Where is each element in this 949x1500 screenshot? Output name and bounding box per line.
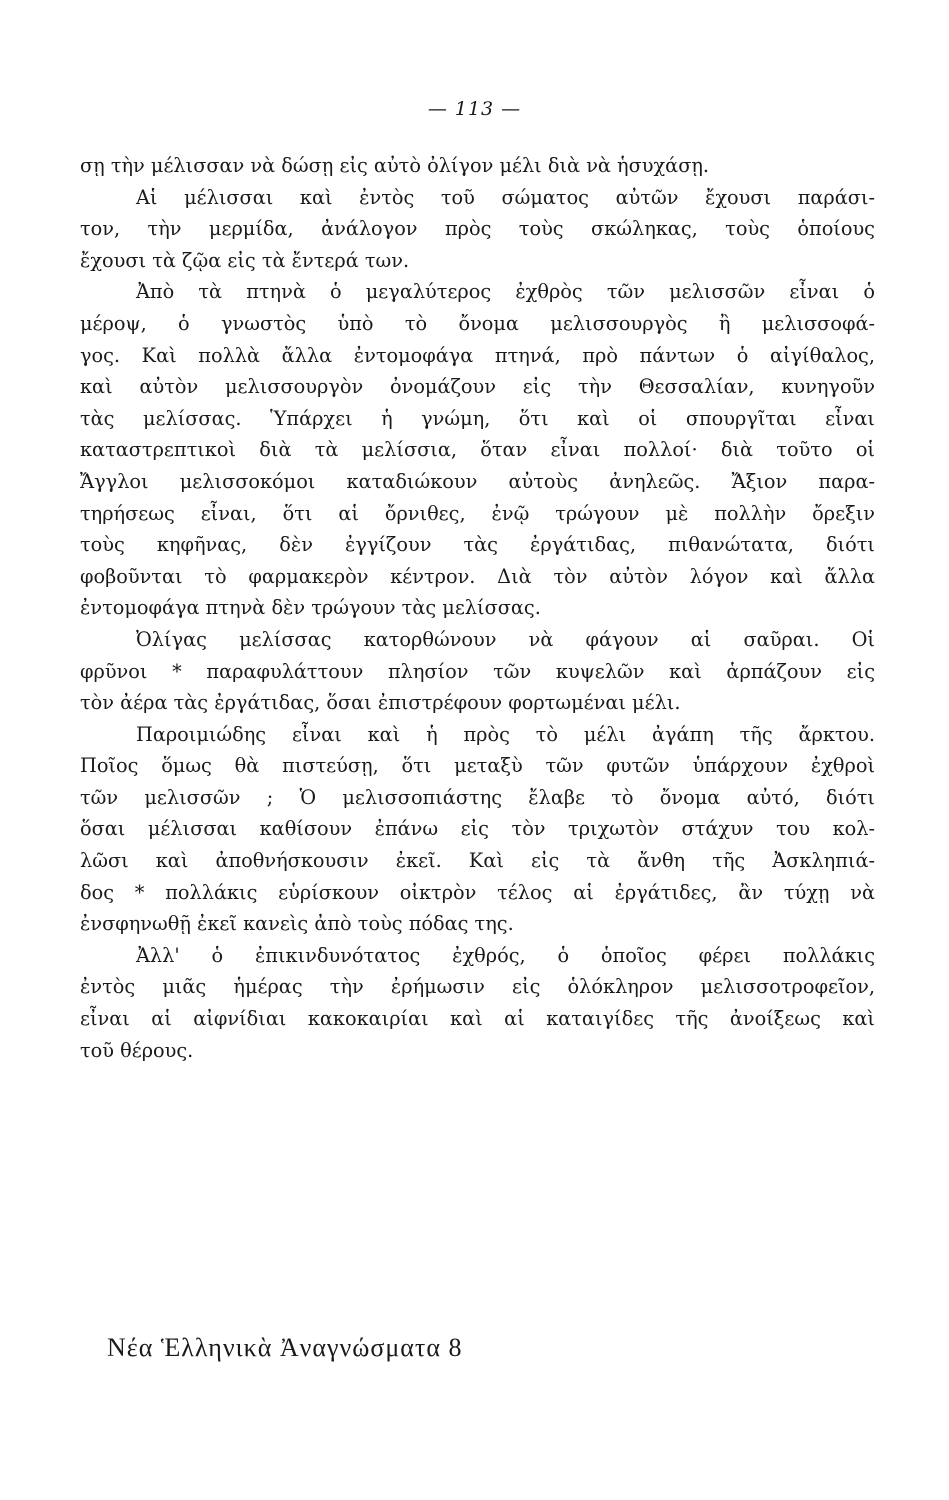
text-line: τὸν ἀέρα τὰς ἐργάτιδας, ὅσαι ἐπιστρέφουν φορτωμέναι μέλι.: [80, 691, 681, 715]
text-line: εἶναι αἱ αἰφνίδιαι κακοκαιρίαι καὶ αἱ καταιγίδες τῆς ἀνοίξεως καὶ: [80, 1007, 875, 1031]
text-line: ὅσαι μέλισσαι καθίσουν ἐπάνω εἰς τὸν τριχωτὸν στάχυν του κολ-: [80, 817, 875, 841]
page-number: — 113 —: [427, 98, 522, 120]
text-line: ἔχουσι τὰ ζῷα εἰς τὰ ἔντερά των.: [80, 248, 410, 272]
text-line: καταστρεπτικοὶ διὰ τὰ μελίσσια, ὅταν εἶναι πολλοί· διὰ τοῦτο οἱ: [80, 438, 875, 462]
text-line: τοὺς κηφῆνας, δὲν ἐγγίζουν τὰς ἐργάτιδας, πιθανώτατα, διότι: [80, 533, 875, 557]
text-line: Ὀλίγας μελίσσας κατορθώνουν νὰ φάγουν αἱ σαῦραι. Οἱ: [136, 627, 875, 651]
text-line: Ἄγγλοι μελισσοκόμοι καταδιώκουν αὐτοὺς ἀνηλεῶς. Ἄξιον παρα-: [80, 469, 875, 493]
text-line: Ἀπὸ τὰ πτηνὰ ὁ μεγαλύτερος ἐχθρὸς τῶν μελισσῶν εἶναι ὁ: [136, 280, 875, 304]
text-line: Ἀλλ' ὁ ἐπικινδυνότατος ἐχθρός, ὁ ὁποῖος φέρει πολλάκις: [136, 943, 875, 967]
text-line: ἐνσφηνωθῇ ἐκεῖ κανεὶς ἀπὸ τοὺς πόδας της.: [80, 912, 514, 936]
text-line: λῶσι καὶ ἀποθνήσκουσιν ἐκεῖ. Καὶ εἰς τὰ ἄνθη τῆς Ἀσκληπιά-: [80, 849, 875, 873]
body-text: [80, 150, 875, 1066]
text-line: Αἱ μέλισσαι καὶ ἐντὸς τοῦ σώματος αὐτῶν ἔχουσι παράσι-: [136, 185, 875, 209]
text-line: τὰς μελίσσας. Ὑπάρχει ἡ γνώμη, ὅτι καὶ οἱ σπουργῖται εἶναι: [80, 406, 875, 430]
text-line: γος. Καὶ πολλὰ ἄλλα ἐντομοφάγα πτηνά, πρὸ πάντων ὁ αἰγίθαλος,: [80, 343, 875, 367]
text-line: Ποῖος ὅμως θὰ πιστεύσῃ, ὅτι μεταξὺ τῶν φυτῶν ὑπάρχουν ἐχθροὶ: [80, 754, 875, 778]
text-line: ἐντομοφάγα πτηνὰ δὲν τρώγουν τὰς μελίσσας.: [80, 596, 541, 620]
text-line: τοῦ θέρους.: [80, 1038, 194, 1062]
text-line: μέροψ, ὁ γνωστὸς ὑπὸ τὸ ὄνομα μελισσουργὸς ἢ μελισσοφά-: [80, 311, 875, 335]
text-line: φρῦνοι * παραφυλάττουν πλησίον τῶν κυψελῶν καὶ ἁρπάζουν εἰς: [80, 659, 875, 683]
text-line: τον, τὴν μερμίδα, ἀνάλογον πρὸς τοὺς σκώληκας, τοὺς ὁποίους: [80, 217, 875, 241]
text-line: τῶν μελισσῶν ; Ὁ μελισσοπιάστης ἔλαβε τὸ ὄνομα αὐτό, διότι: [80, 785, 875, 809]
text-line: τηρήσεως εἶναι, ὅτι αἱ ὄρνιθες, ἐνῷ τρώγουν μὲ πολλὴν ὄρεξιν: [80, 501, 875, 525]
text-line: σῃ τὴν μέλισσαν νὰ δώσῃ εἰς αὐτὸ ὀλίγον μέλι διὰ νὰ ἡσυχάσῃ.: [80, 154, 710, 177]
text-line: ἐντὸς μιᾶς ἡμέρας τὴν ἐρήμωσιν εἰς ὁλόκληρον μελισσοτροφεῖον,: [80, 975, 875, 999]
text-line: Παροιμιώδης εἶναι καὶ ἡ πρὸς τὸ μέλι ἀγάπη τῆς ἄρκτου.: [136, 722, 875, 746]
printer-signature-mark: Νέα Ἑλληνικὰ Ἀναγνώσματα 8: [107, 1333, 463, 1362]
text-line: καὶ αὐτὸν μελισσουργὸν ὀνομάζουν εἰς τὴν Θεσσαλίαν, κυνηγοῦν: [80, 375, 875, 399]
text-line: δος * πολλάκις εὑρίσκουν οἰκτρὸν τέλος αἱ ἐργάτιδες, ἂν τύχῃ νὰ: [80, 880, 875, 904]
text-line: φοβοῦνται τὸ φαρμακερὸν κέντρον. Διὰ τὸν αὐτὸν λόγον καὶ ἄλλα: [80, 564, 875, 588]
